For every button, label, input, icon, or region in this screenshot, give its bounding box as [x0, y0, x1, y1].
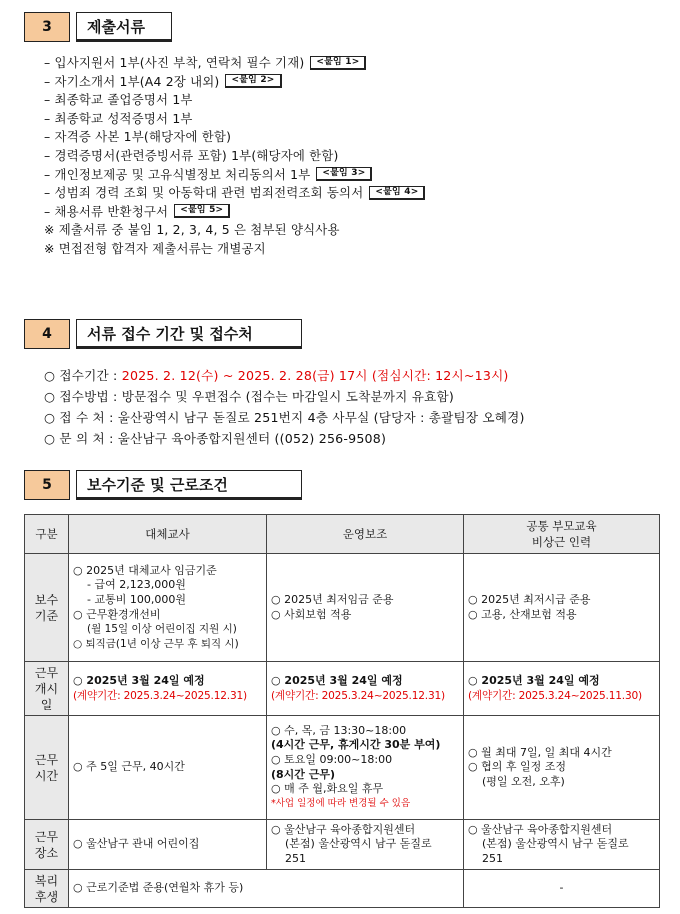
row-label: 근무 시간: [25, 716, 69, 820]
header-category: 구분: [25, 515, 69, 554]
reception-place: ○ 접 수 처 : 울산광역시 남구 돋질로 251번지 4층 사무실 (담당자 : 총괄팀장 오혜경): [44, 410, 525, 425]
cell: ○ 2025년 3월 24일 예정 (계약기간: 2025.3.24~2025.11.30): [464, 662, 660, 716]
attachment-tag: <붙임 1>: [310, 56, 366, 70]
documents-list: [44, 54, 425, 259]
table-row-hours: [25, 716, 660, 820]
attachment-tag: <붙임 3>: [316, 167, 372, 181]
list-item: – 자기소개서 1부(A4 2장 내외) <붙임 2>: [44, 73, 425, 92]
section-title: 보수기준 및 근로조건: [76, 470, 302, 500]
cell: ○ 2025년 최저임금 준용 ○ 사회보험 적용: [267, 554, 464, 662]
list-item: – 입사지원서 1부(사진 부착, 연락처 필수 기재) <붙임 1>: [44, 54, 425, 73]
conditions-table: [24, 514, 660, 908]
note-item: ※ 제출서류 중 붙임 1, 2, 3, 4, 5 은 첨부된 양식사용: [44, 222, 340, 238]
attachment-tag: <붙임 4>: [369, 186, 425, 200]
row-label: 복리 후생: [25, 870, 69, 908]
section-number: 5: [24, 470, 70, 500]
header-operation-assistant: 운영보조: [267, 515, 464, 554]
note-item: ※ 면접전형 합격자 제출서류는 개별공지: [44, 240, 266, 256]
table-row-pay: [25, 554, 660, 662]
row-label: 근무 개시 일: [25, 662, 69, 716]
section-5-header: [24, 470, 302, 502]
list-item: – 자격증 사본 1부(해당자에 한함): [44, 129, 232, 145]
reception-method: ○ 접수방법 : 방문접수 및 우편접수 (접수는 마감일시 도착분까지 유효함): [44, 389, 454, 404]
table-header-row: [25, 515, 660, 554]
section-title: 서류 접수 기간 및 접수처: [76, 319, 302, 349]
cell: ○ 울산남구 육아종합지원센터 (본점) 울산광역시 남구 돋질로 251: [464, 820, 660, 870]
cell: ○ 월 최대 7일, 일 최대 4시간 ○ 협의 후 일정 조정 (평일 오전, 오후): [464, 716, 660, 820]
section-number: 4: [24, 319, 70, 349]
cell: ○ 수, 목, 금 13:30~18:00 (4시간 근무, 휴게시간 30분 부여) ○ 토요일 09:00~18:00 (8시간 근무) ○ 매 주 월,화요일 휴무 *사업 일정에 따라 변경될 수 있음: [267, 716, 464, 820]
section-number: 3: [24, 12, 70, 42]
cell: ○ 근로기준법 준용(연월차 휴가 등): [69, 870, 464, 908]
attachment-tag: <붙임 2>: [225, 74, 281, 88]
list-item: – 성범죄 경력 조회 및 아동학대 관련 범죄전력조회 동의서 <붙임 4>: [44, 184, 425, 203]
header-substitute-teacher: 대체교사: [69, 515, 267, 554]
cell: ○ 2025년 3월 24일 예정 (계약기간: 2025.3.24~2025.12.31): [267, 662, 464, 716]
cell: ○ 2025년 최저시급 준용 ○ 고용, 산재보험 적용: [464, 554, 660, 662]
cell: ○ 2025년 대체교사 임금기준 - 급여 2,123,000원 - 교통비 100,000원 ○ 근무환경개선비 (월 15일 이상 어린이집 지원 시) ○ 퇴직금(1년 이상 근무 후 퇴직 시): [69, 554, 267, 662]
cell: ○ 울산남구 육아종합지원센터 (본점) 울산광역시 남구 돋질로 251: [267, 820, 464, 870]
section-4-header: [24, 319, 302, 351]
list-item: – 개인정보제공 및 고유식별정보 처리동의서 1부 <붙임 3>: [44, 166, 425, 185]
reception-info: [44, 365, 525, 449]
reception-period: ○ 접수기간 : 2025. 2. 12(수) ~ 2025. 2. 28(금) 17시 (점심시간: 12시~13시): [44, 368, 509, 383]
list-item: – 최종학교 졸업증명서 1부: [44, 92, 193, 108]
row-label: 근무 장소: [25, 820, 69, 870]
header-parent-education: 공통 부모교육 비상근 인력: [464, 515, 660, 554]
cell: ○ 울산남구 관내 어린이집: [69, 820, 267, 870]
reception-contact: ○ 문 의 처 : 울산남구 육아종합지원센터 ((052) 256-9508): [44, 431, 387, 446]
cell: ○ 2025년 3월 24일 예정 (계약기간: 2025.3.24~2025.12.31): [69, 662, 267, 716]
table-row-place: [25, 820, 660, 870]
list-item: – 경력증명서(관련증빙서류 포함) 1부(해당자에 한함): [44, 147, 339, 163]
table-row-welfare: [25, 870, 660, 908]
list-item: – 최종학교 성적증명서 1부: [44, 110, 193, 126]
attachment-tag: <붙임 5>: [174, 204, 230, 218]
table-row-start: [25, 662, 660, 716]
cell: -: [464, 870, 660, 908]
list-item: – 채용서류 반환청구서 <붙임 5>: [44, 203, 425, 222]
row-label: 보수 기준: [25, 554, 69, 662]
section-title: 제출서류: [76, 12, 172, 42]
cell: ○ 주 5일 근무, 40시간: [69, 716, 267, 820]
section-3-header: [24, 12, 172, 44]
